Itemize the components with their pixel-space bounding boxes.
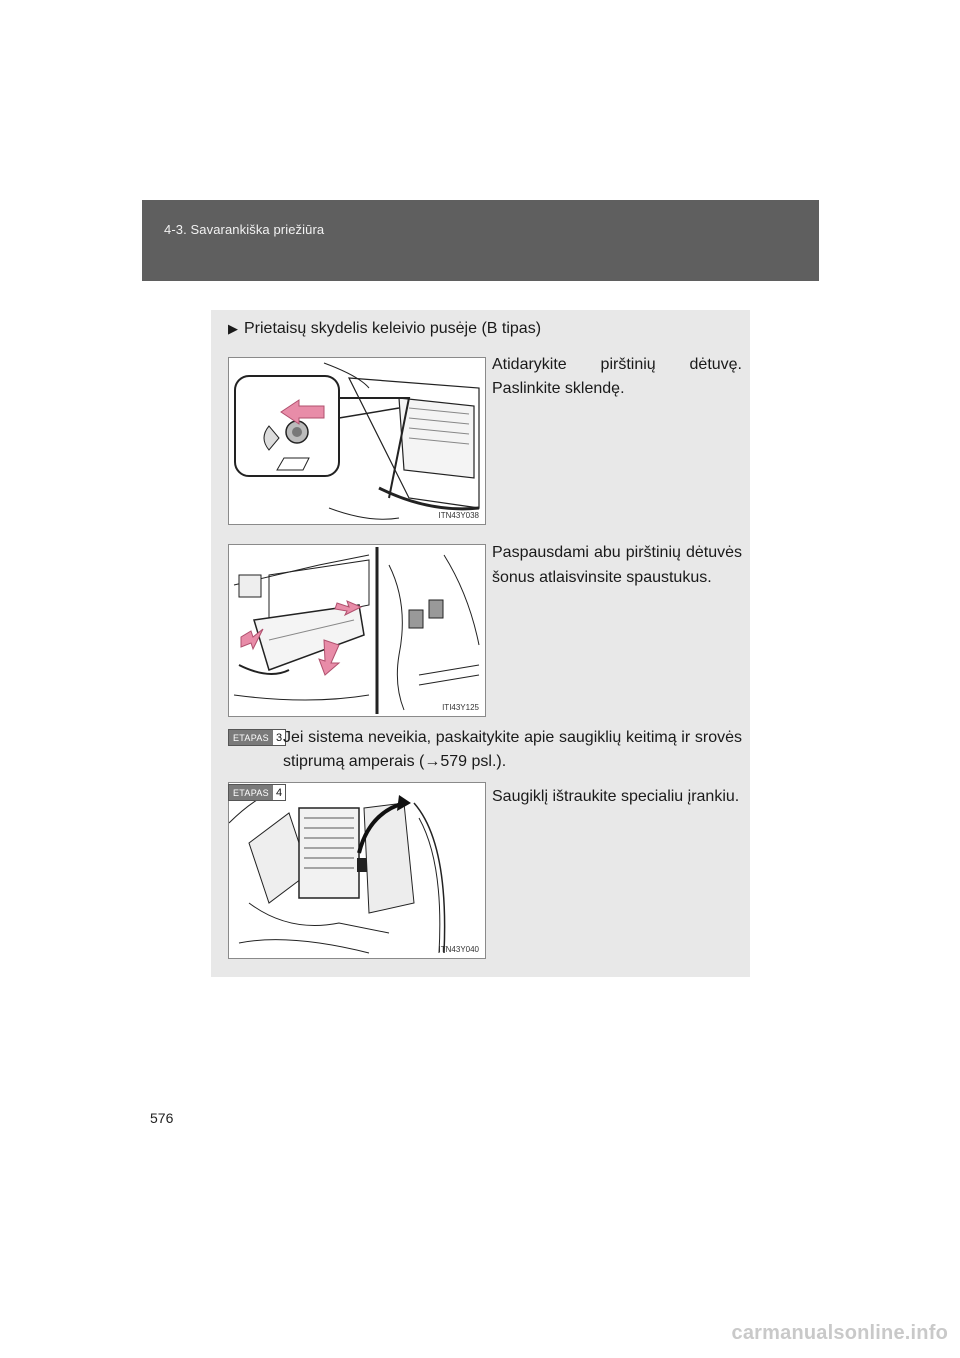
- step-3-badge: [228, 729, 286, 746]
- step-1-text-line2: Paslinkite sklendę.: [492, 380, 625, 397]
- step-4-badge: [228, 784, 286, 801]
- illustration-fuse-puller: [228, 782, 486, 959]
- step-4-text: Saugiklį ištraukite specialiu įrankiu.: [492, 788, 740, 805]
- illustration-code: ITN43Y040: [438, 945, 479, 954]
- page-number: 576: [150, 1110, 174, 1126]
- illustration-glovebox-damper: [228, 357, 486, 525]
- step-badge-label: ETAPAS: [229, 785, 273, 800]
- step-1-text-line1: Atidarykite pirštinių dėtuvę.: [492, 356, 742, 373]
- watermark: carmanualsonline.info: [731, 1322, 948, 1344]
- illustration-code: ITI43Y125: [442, 703, 479, 712]
- step-2-text: Paspausdami abu pirštinių dėtuvės šonus atlaisvinsite spaustukus.: [492, 544, 742, 586]
- illustration-code: ITN43Y038: [438, 511, 479, 520]
- step-badge-number: 3: [273, 730, 285, 745]
- step-1-text: [492, 353, 742, 401]
- content-panel: [211, 310, 750, 977]
- header-band: [142, 200, 819, 281]
- section-heading-text: Prietaisų skydelis keleivio pusėje (B tipas): [244, 320, 542, 337]
- step-badge-number: 4: [273, 785, 285, 800]
- section-title: 4-3. Savarankiška priežiūra: [164, 222, 325, 237]
- step-badge-label: ETAPAS: [229, 730, 273, 745]
- step-3-text: Jei sistema neveikia, paskaitykite apie saugiklių keitimą ir srovės stiprumą amperais (→579 psl.).: [283, 729, 742, 770]
- section-heading: [228, 320, 541, 338]
- triangle-bullet-icon: ▶: [228, 321, 238, 336]
- illustration-glovebox-clips: [228, 544, 486, 717]
